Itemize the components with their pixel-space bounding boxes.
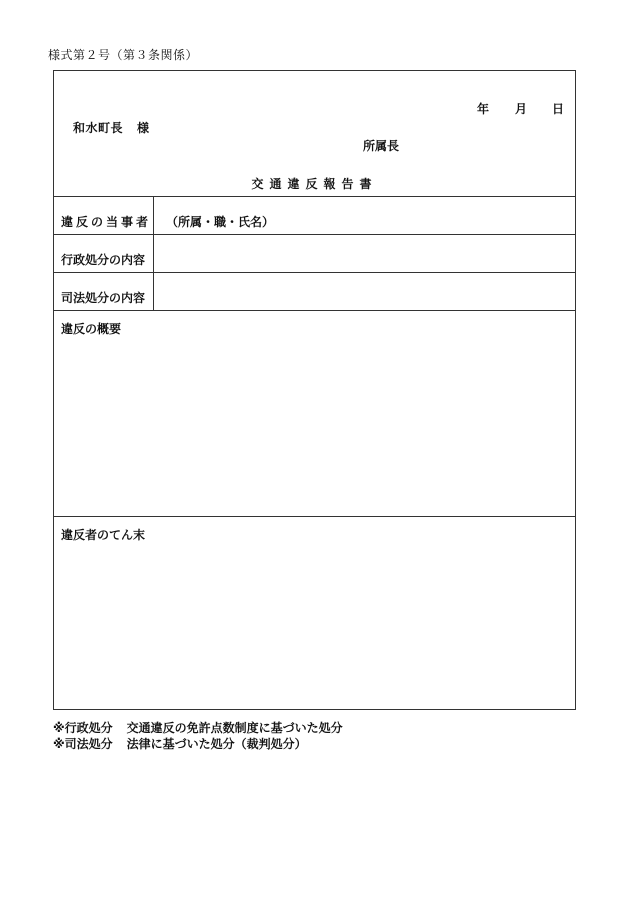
report-form-frame <box>53 70 576 710</box>
document-title: 交通違反報告書 <box>251 177 378 191</box>
administrative-penalty-label: 行政処分の内容 <box>61 253 146 267</box>
addressee <box>73 119 150 136</box>
reporter-label: 所属長 <box>363 139 400 153</box>
violator-value-cell[interactable] <box>154 197 575 234</box>
violator-account-section[interactable] <box>54 517 575 709</box>
judicial-penalty-label: 司法処分の内容 <box>61 291 146 305</box>
footnote-judicial <box>53 736 343 752</box>
administrative-penalty-value-cell[interactable] <box>154 235 575 272</box>
violator-label: 違反の当事者 <box>61 215 152 229</box>
form-header <box>54 71 575 197</box>
footnote-administrative <box>53 720 343 736</box>
violation-summary-section[interactable] <box>54 311 575 517</box>
addressee-name: 和水町長 <box>73 121 124 135</box>
date-day-label: 日 <box>552 102 565 116</box>
administrative-penalty-label-cell <box>54 235 154 272</box>
judicial-penalty-label-cell <box>54 273 154 310</box>
judicial-penalty-value-cell[interactable] <box>154 273 575 310</box>
footnotes <box>53 720 343 752</box>
violation-summary-label: 違反の概要 <box>61 322 122 336</box>
footnote-term: ※行政処分 <box>53 721 113 735</box>
form-code: 様式第２号（第３条関係） <box>48 48 199 62</box>
addressee-honorific: 様 <box>137 121 150 135</box>
violator-account-label: 違反者のてん末 <box>61 528 146 542</box>
violator-row <box>54 197 575 235</box>
administrative-penalty-row <box>54 235 575 273</box>
date-year-label: 年 <box>477 102 490 116</box>
footnote-definition: 法律に基づいた処分（裁判処分） <box>126 737 307 751</box>
footnote-term: ※司法処分 <box>53 737 113 751</box>
date-month-label: 月 <box>515 102 528 116</box>
violator-label-cell <box>54 197 154 234</box>
footnote-definition: 交通違反の免許点数制度に基づいた処分 <box>126 721 343 735</box>
violator-value: （所属・職・氏名） <box>166 215 275 229</box>
judicial-penalty-row <box>54 273 575 311</box>
